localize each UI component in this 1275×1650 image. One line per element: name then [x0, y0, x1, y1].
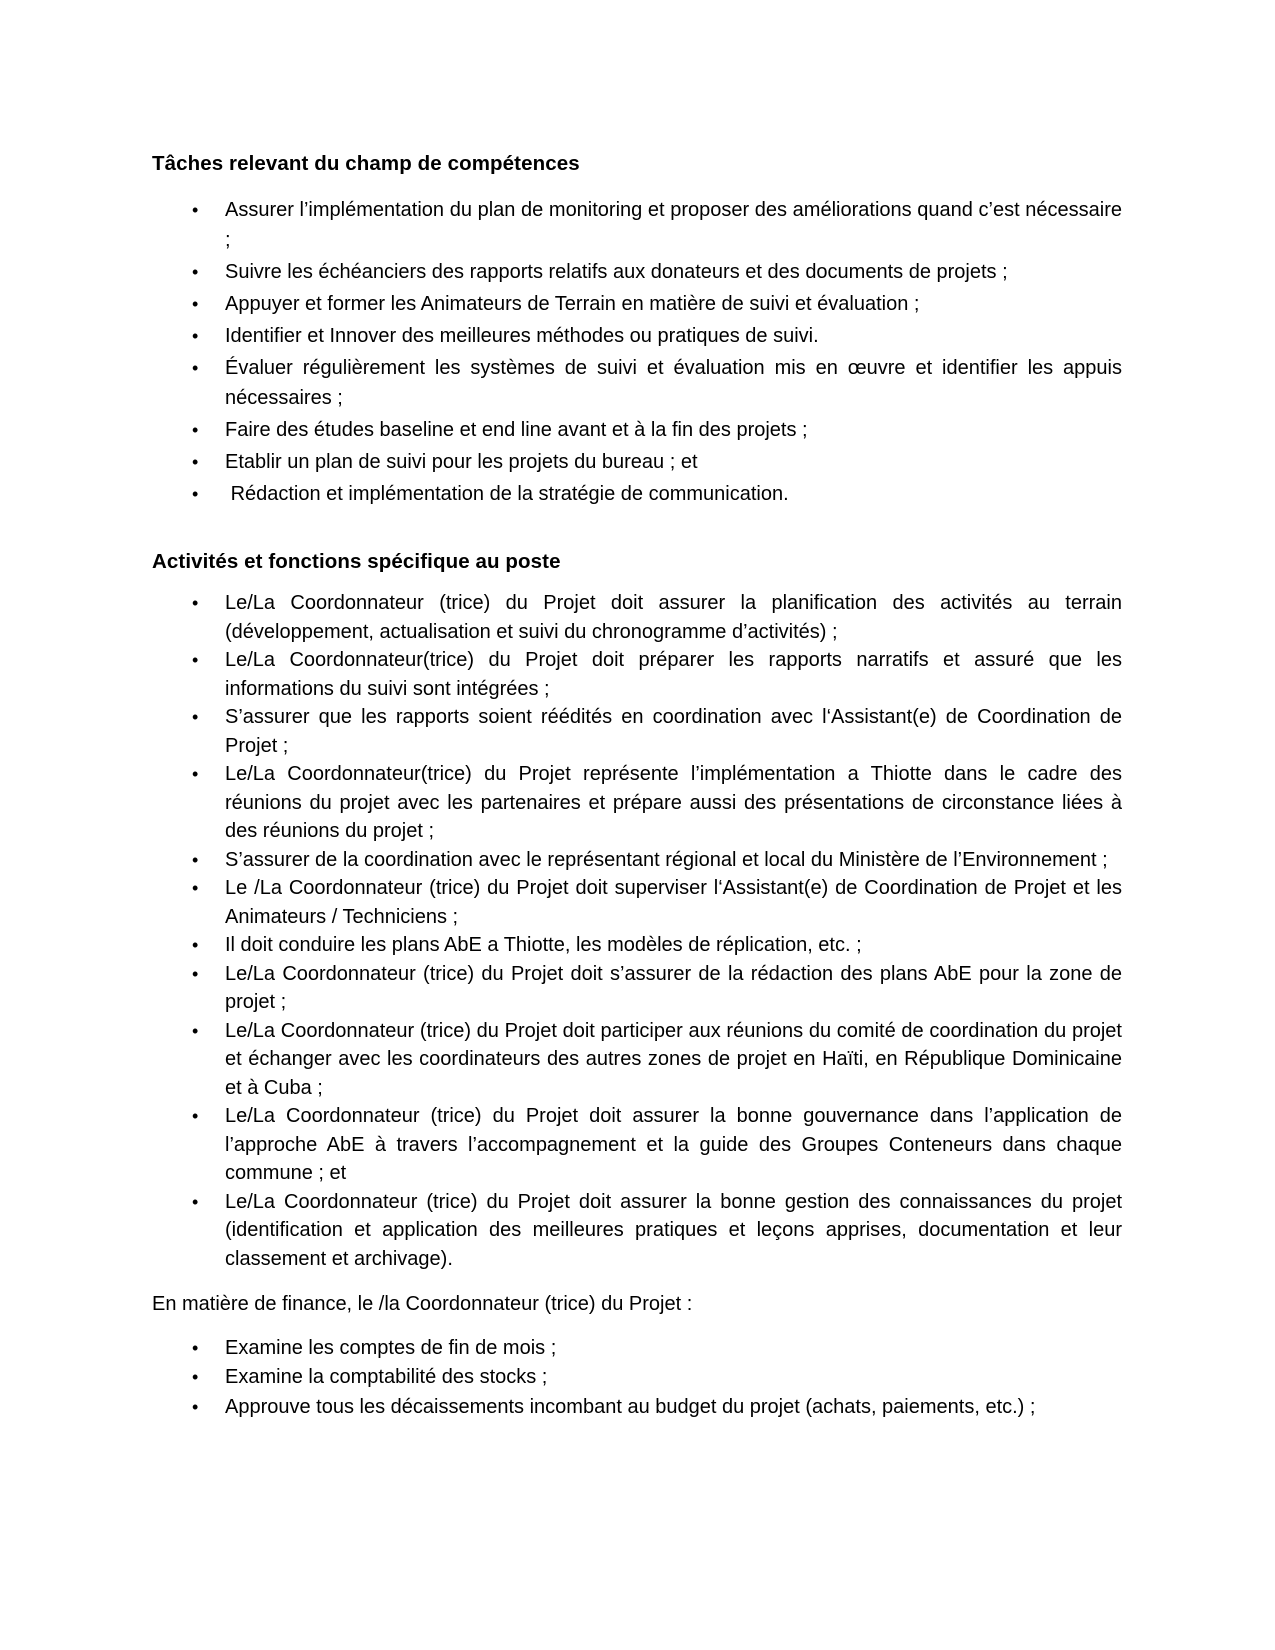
list-item-text: Le/La Coordonnateur (trice) du Projet doit assurer la bonne gestion des connaissances du projet (identification et application des meilleures pratiques et leçons apprises, documentation et leur classement et archivage). [225, 1190, 1128, 1270]
bullet-icon: • [192, 963, 199, 984]
section-heading-taches: Tâches relevant du champ de compétences [152, 152, 580, 175]
list-item [152, 1363, 1122, 1392]
list-item-text: S’assurer que les rapports soient réédités en coordination avec l‘Assistant(e) de Coordination de Projet ; [225, 706, 1128, 757]
bullet-icon: • [192, 262, 199, 282]
list-item-text: Examine les comptes de fin de mois ; [225, 1336, 557, 1359]
bullet-icon: • [192, 200, 199, 220]
list-item-text: Évaluer régulièrement les systèmes de suivi et évaluation mis en œuvre et identifier les appuis nécessaires ; [225, 357, 1128, 409]
list-item [152, 846, 1122, 875]
list-item-text: Appuyer et former les Animateurs de Terrain en matière de suivi et évaluation ; [225, 293, 920, 315]
list-item-text: Le/La Coordonnateur (trice) du Projet doit participer aux réunions du comité de coordination du projet et échanger avec les coordinateurs des autres zones de projet en Haïti, en République Dominicaine et à Cuba ; [225, 1019, 1128, 1099]
list-item-text: Faire des études baseline et end line avant et à la fin des projets ; [225, 419, 808, 441]
bullet-icon: • [192, 878, 199, 898]
list-item [152, 479, 1122, 509]
section-heading-activites: Activités et fonctions spécifique au poste [152, 550, 561, 573]
list-item-text: Le/La Coordonnateur (trice) du Projet doit assurer la bonne gouvernance dans l’application de l’approche AbE à travers l’accompagnement et la guide des Groupes Conteneurs dans chaque commune ; et [225, 1105, 1128, 1184]
list-item [152, 289, 1122, 319]
bullet-icon: • [192, 707, 199, 727]
list-item [152, 760, 1128, 846]
list-item [152, 415, 1122, 445]
list-item [152, 874, 1127, 931]
list-item-text: Le/La Coordonnateur (trice) du Projet doit assurer la planification des activités au terrain (développement, actualisation et suivi du chronogramme d’activités) ; [225, 592, 1128, 643]
list-item [152, 589, 1128, 646]
list-item-text: Rédaction et implémentation de la stratégie de communication. [225, 483, 789, 505]
tasks-bullet-list [152, 195, 1128, 509]
list-item [152, 321, 1122, 351]
list-item-text: Etablir un plan de suivi pour les projets du bureau ; et [225, 451, 698, 473]
bullet-icon: • [192, 452, 199, 472]
bullet-icon: • [192, 1396, 199, 1417]
list-item [152, 353, 1128, 413]
list-item [152, 1102, 1128, 1188]
list-item-text: Le /La Coordonnateur (trice) du Projet doit superviser l‘Assistant(e) de Coordination de Projet et les Animateurs / Techniciens ; [225, 877, 1127, 928]
list-item [152, 703, 1128, 760]
list-item-text: Identifier et Innover des meilleures méthodes ou pratiques de suivi. [225, 325, 819, 347]
bullet-icon: • [192, 650, 199, 670]
bullet-icon: • [192, 326, 199, 346]
list-item [152, 195, 1128, 255]
bullet-icon: • [192, 935, 199, 955]
bullet-icon: • [192, 1191, 199, 1212]
bullet-icon: • [192, 1106, 199, 1126]
bullet-icon: • [192, 764, 199, 784]
bullet-icon: • [192, 358, 199, 378]
list-item [152, 1017, 1128, 1103]
list-item-text: S’assurer de la coordination avec le représentant régional et local du Ministère de l’Environnement ; [225, 848, 1108, 871]
list-item [152, 447, 1122, 477]
list-item [152, 646, 1128, 703]
bullet-icon: • [192, 1337, 199, 1358]
list-item-text: Il doit conduire les plans AbE a Thiotte, les modèles de réplication, etc. ; [225, 934, 862, 956]
bullet-icon: • [192, 1367, 199, 1387]
bullet-icon: • [192, 593, 199, 613]
list-item [152, 960, 1128, 1017]
list-item [152, 1188, 1128, 1274]
list-item-text: Examine la comptabilité des stocks ; [225, 1366, 548, 1388]
bullet-icon: • [192, 849, 199, 870]
bullet-icon: • [192, 1020, 199, 1041]
bullet-icon: • [192, 420, 199, 440]
list-item-text: Le/La Coordonnateur(trice) du Projet doit préparer les rapports narratifs et assuré que les informations du suivi sont intégrées ; [225, 649, 1128, 700]
list-item-text: Le/La Coordonnateur (trice) du Projet doit s’assurer de la rédaction des plans AbE pour la zone de projet ; [225, 962, 1128, 1013]
list-item-text: Approuve tous les décaissements incombant au budget du projet (achats, paiements, etc.) ; [225, 1395, 1036, 1418]
activities-bullet-list [152, 589, 1128, 1273]
list-item-text: Le/La Coordonnateur(trice) du Projet représente l’implémentation a Thiotte dans le cadre des réunions du projet avec les partenaires et prépare aussi des présentations de circonstance liées à des réunions du projet ; [225, 763, 1128, 842]
list-item [152, 1393, 1122, 1422]
list-item [152, 1334, 1122, 1363]
list-item-text: Assurer l’implémentation du plan de monitoring et proposer des améliorations quand c’est nécessaire ; [225, 199, 1128, 251]
list-item [152, 931, 1122, 960]
finance-intro-paragraph: En matière de finance, le /la Coordonnateur (trice) du Projet : [152, 1293, 693, 1315]
finance-bullet-list [152, 1334, 1122, 1422]
bullet-icon: • [192, 294, 199, 314]
list-item [152, 257, 1122, 287]
bullet-icon: • [192, 484, 199, 504]
list-item-text: Suivre les échéanciers des rapports relatifs aux donateurs et des documents de projets ; [225, 261, 1008, 283]
